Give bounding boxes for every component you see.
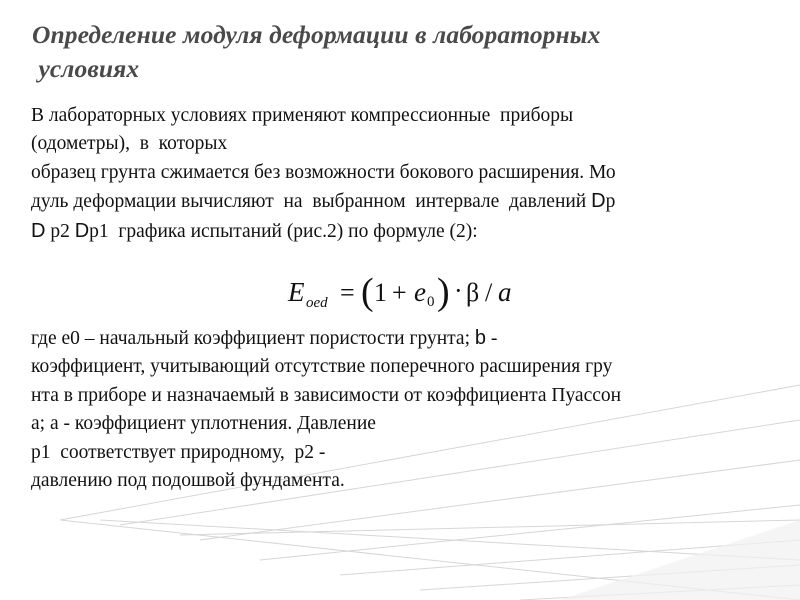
text-segment: p [605,191,616,213]
formula-beta: β [466,278,480,307]
intro-paragraph [31,102,776,246]
text-line [31,324,776,353]
title-line-1: Определение модуля деформации в лабораторных [32,20,601,49]
text-segment: дуль деформации вычисляют на выбранном интервале давлений [31,191,592,213]
text-segment: где е0 – начальный коэффициент пористости грунта; [31,328,475,349]
formula-dot: · [454,276,463,305]
text-line: (одометры), в которых [31,133,228,155]
text-line: нта в приборе и назначаемый в зависимости от коэффициента Пуассон [31,384,622,406]
delta-symbol: D [591,190,606,213]
formula [282,268,552,314]
formula-close-paren: ) [437,271,450,313]
delta-symbol: D [31,219,46,242]
formula-slash: / [485,278,493,307]
text-line [31,187,776,216]
delta-symbol: D [74,219,90,242]
text-segment: p1 графика испытаний (рис.2) по формуле (2): [89,220,478,242]
title-line-2: условиях [32,54,140,83]
slide-title [32,18,772,86]
formula-plus: + [392,278,407,307]
text-line: давлению под подошвой фундамента. [31,470,345,492]
formula-one: 1 [374,278,387,307]
formula-e-subscript: 0 [427,294,435,310]
text-line: р1 соответствует природному, р2 - [31,441,326,463]
formula-e: e [414,277,426,307]
text-segment: - [486,328,498,349]
text-line: коэффициент, учитывающий отсутствие поперечного расширения гру [31,356,613,378]
text-line [31,217,776,246]
text-segment: p2 [45,220,75,242]
formula-lhs-subscript: oed [306,295,328,311]
formula-a: a [498,277,512,307]
formula-open-paren: ( [361,271,374,313]
text-line: В лабораторных условиях применяют компрессионные приборы [31,105,574,126]
text-line: а; а - коэффициент уплотнения. Давление [31,413,376,435]
beta-symbol: b [474,327,486,349]
formula-lhs: E [288,277,305,307]
formula-image [282,268,552,314]
text-line: образец грунта сжимается без возможности бокового расширения. Мо [31,161,616,183]
definition-paragraph [31,324,776,495]
formula-equals: = [340,278,355,307]
